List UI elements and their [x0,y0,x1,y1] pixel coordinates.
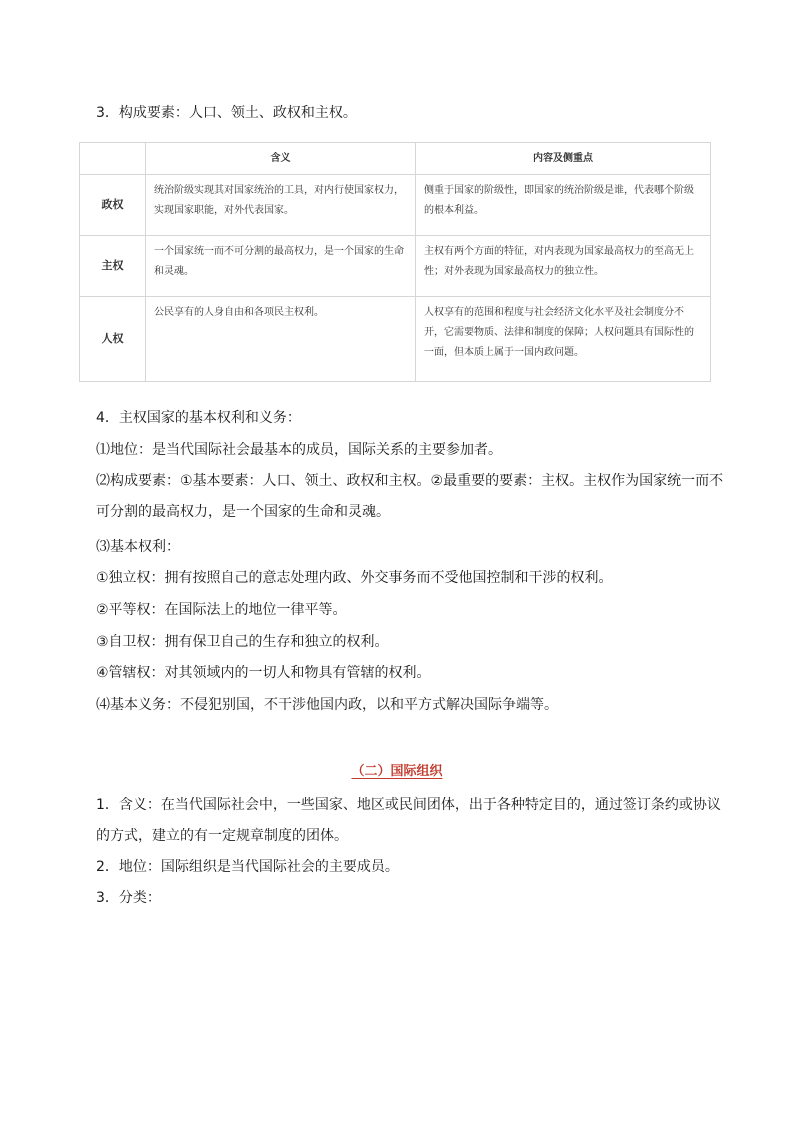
row-meaning: 公民享有的人身自由和各项民主权利。 [146,297,416,382]
elements-paragraph: ⑵构成要素：①基本要素：人口、领土、政权和主权。②最重要的要素：主权。主权作为国家统一而不可分割的最高权力，是一个国家的生命和灵魂。 [96,473,724,520]
row-meaning: 一个国家统一而不可分割的最高权力，是一个国家的生命和灵魂。 [146,236,416,297]
table-header-row [80,143,711,175]
section-title-text: （二）国际组织 [351,764,443,779]
table-row [80,297,711,382]
row-focus: 人权享有的范围和程度与社会经济文化水平及社会制度分不开，它需要物质、法律和制度的保障；人权问题具有国际性的一面，但本质上属于一国内政问题。 [416,297,711,382]
rights-heading: 4．主权国家的基本权利和义务： [96,410,301,426]
table-header-focus: 内容及侧重点 [416,143,711,175]
row-focus: 侧重于国家的阶级性，即国家的统治阶级是谁，代表哪个阶级的根本利益。 [416,175,711,236]
row-focus: 主权有两个方面的特征，对内表现为国家最高权力的至高无上性；对外表现为国家最高权力的独立性。 [416,236,711,297]
table-header-blank [80,143,146,175]
org-classification-line: 3．分类： [96,890,161,906]
row-label: 政权 [80,175,146,236]
right-item: ④管辖权：对其领域内的一切人和物具有管辖的权利。 [96,665,431,681]
row-label: 主权 [80,236,146,297]
org-meaning-paragraph: 1．含义：在当代国际社会中，一些国家、地区或民间团体，出于各种特定目的，通过签订条约或协议的方式，建立的有一定规章制度的团体。 [96,797,721,844]
intro-line: 3．构成要素：人口、领土、政权和主权。 [96,105,357,121]
row-label: 人权 [80,297,146,382]
table-row [80,175,711,236]
table-row [80,236,711,297]
org-status-line: 2．地位：国际组织是当代国际社会的主要成员。 [96,859,399,875]
duties-line: ⑷基本义务：不侵犯别国，不干涉他国内政，以和平方式解决国际争端等。 [96,697,558,713]
right-item: ①独立权：拥有按照自己的意志处理内政、外交事务而不受他国控制和干涉的权利。 [96,570,613,586]
state-elements-table [79,142,711,382]
basic-rights-title: ⑶基本权利： [96,539,180,555]
row-meaning: 统治阶级实现其对国家统治的工具，对内行使国家权力，实现国家职能，对外代表国家。 [146,175,416,236]
table-header-meaning: 含义 [146,143,416,175]
section-title [0,760,794,779]
status-line: ⑴地位：是当代国际社会最基本的成员，国际关系的主要参加者。 [96,442,502,458]
right-item: ②平等权：在国际法上的地位一律平等。 [96,602,347,618]
right-item: ③自卫权：拥有保卫自己的生存和独立的权利。 [96,634,389,650]
